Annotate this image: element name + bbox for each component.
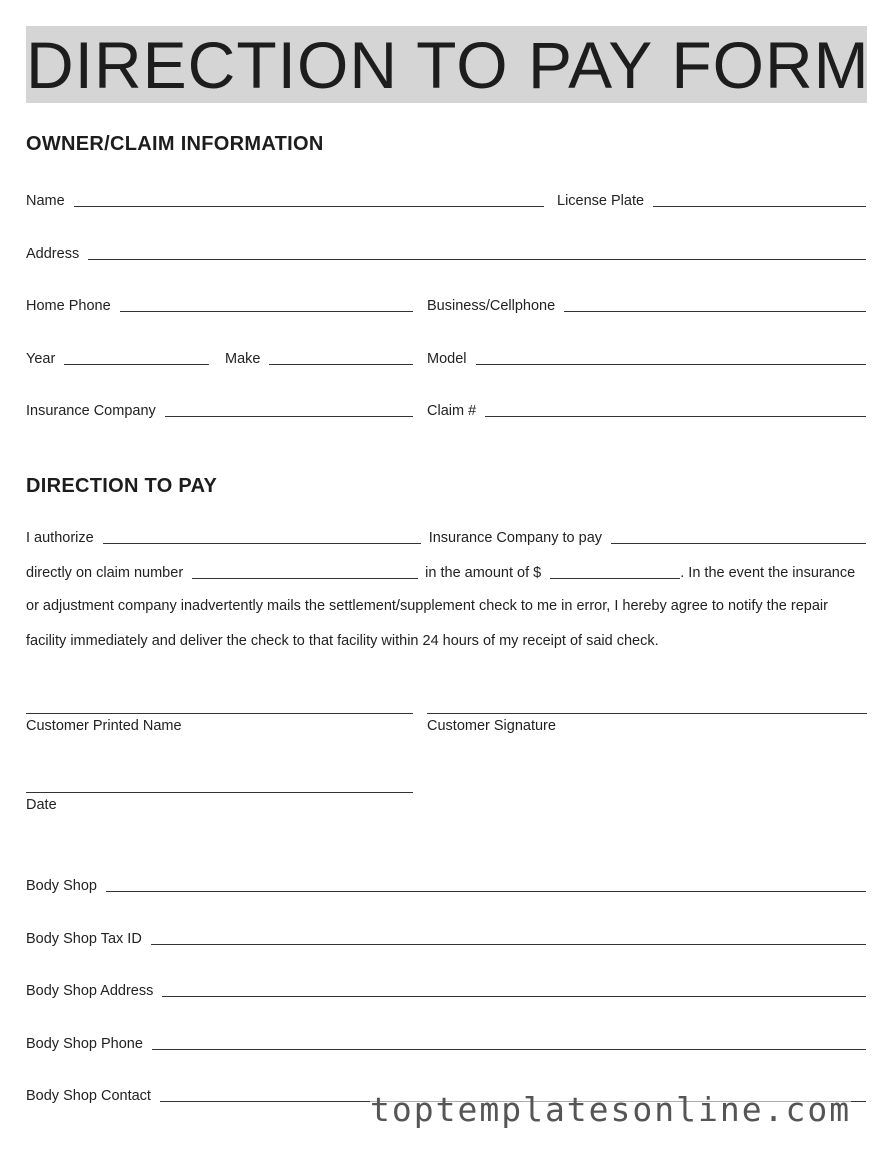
claim-number-field[interactable] [192, 564, 418, 579]
paragraph-line-4: facility immediately and deliver the check to that facility within 24 hours of my receipt of said check. [26, 633, 659, 649]
owner-claim-heading: OWNER/CLAIM INFORMATION [26, 133, 324, 155]
year-label: Year [26, 351, 56, 367]
year-field[interactable] [64, 350, 209, 365]
authorize-field[interactable] [103, 529, 421, 544]
model-field[interactable] [476, 350, 867, 365]
body-shop-label: Body Shop [26, 878, 97, 894]
insurance-company-field[interactable] [165, 402, 413, 417]
form-title: DIRECTION TO PAY FORM [26, 28, 870, 102]
insurance-to-pay-field[interactable] [611, 529, 866, 544]
model-label: Model [427, 351, 467, 367]
printed-name-line[interactable] [26, 713, 413, 714]
body-shop-tax-id-label: Body Shop Tax ID [26, 931, 142, 947]
date-line[interactable] [26, 792, 413, 793]
make-field[interactable] [269, 350, 413, 365]
year-row [26, 348, 209, 368]
home-phone-field[interactable] [120, 297, 413, 312]
body-shop-tax-id-row [26, 928, 866, 948]
license-plate-row [557, 190, 866, 210]
make-label: Make [225, 351, 261, 367]
model-row [427, 348, 866, 368]
address-row [26, 243, 866, 263]
body-shop-field[interactable] [106, 877, 866, 892]
body-shop-address-field[interactable] [162, 982, 866, 997]
business-phone-row [427, 295, 866, 315]
body-shop-row [26, 875, 866, 895]
body-shop-address-label: Body Shop Address [26, 983, 154, 999]
body-shop-address-row [26, 980, 866, 1000]
amount-field[interactable] [550, 564, 680, 579]
insurance-company-label: Insurance Company [26, 403, 156, 419]
date-label: Date [26, 797, 57, 813]
body-shop-phone-label: Body Shop Phone [26, 1036, 143, 1052]
license-plate-label: License Plate [557, 193, 645, 209]
name-row [26, 190, 544, 210]
event-text: . In the event the insurance [680, 565, 856, 581]
body-shop-tax-id-field[interactable] [151, 930, 866, 945]
business-phone-field[interactable] [564, 297, 866, 312]
address-field[interactable] [88, 245, 866, 260]
insurance-to-pay-label: Insurance Company to pay [428, 530, 603, 546]
signature-label: Customer Signature [427, 718, 556, 734]
home-phone-row [26, 295, 413, 315]
body-shop-phone-field[interactable] [152, 1035, 866, 1050]
home-phone-label: Home Phone [26, 298, 111, 314]
authorize-row [26, 527, 866, 547]
address-label: Address [26, 246, 80, 262]
business-phone-label: Business/Cellphone [427, 298, 556, 314]
claim-label: Claim # [427, 403, 477, 419]
body-shop-phone-row [26, 1033, 866, 1053]
claim-row [427, 400, 866, 420]
name-field[interactable] [74, 192, 544, 207]
watermark: toptemplatesonline.com [370, 1090, 852, 1129]
license-plate-field[interactable] [653, 192, 866, 207]
name-label: Name [26, 193, 65, 209]
claim-number-row [26, 562, 866, 582]
insurance-company-row [26, 400, 413, 420]
amount-label: in the amount of $ [425, 565, 542, 581]
claim-field[interactable] [485, 402, 866, 417]
printed-name-label: Customer Printed Name [26, 718, 182, 734]
body-shop-contact-label: Body Shop Contact [26, 1088, 151, 1104]
make-row [225, 348, 413, 368]
signature-line[interactable] [427, 713, 867, 714]
authorize-label: I authorize [26, 530, 94, 546]
paragraph-line-3: or adjustment company inadvertently mails the settlement/supplement check to me in error, I hereby agree to notify the repair [26, 598, 828, 614]
title-banner [26, 26, 870, 103]
direction-to-pay-heading: DIRECTION TO PAY [26, 475, 218, 497]
claim-number-label: directly on claim number [26, 565, 184, 581]
